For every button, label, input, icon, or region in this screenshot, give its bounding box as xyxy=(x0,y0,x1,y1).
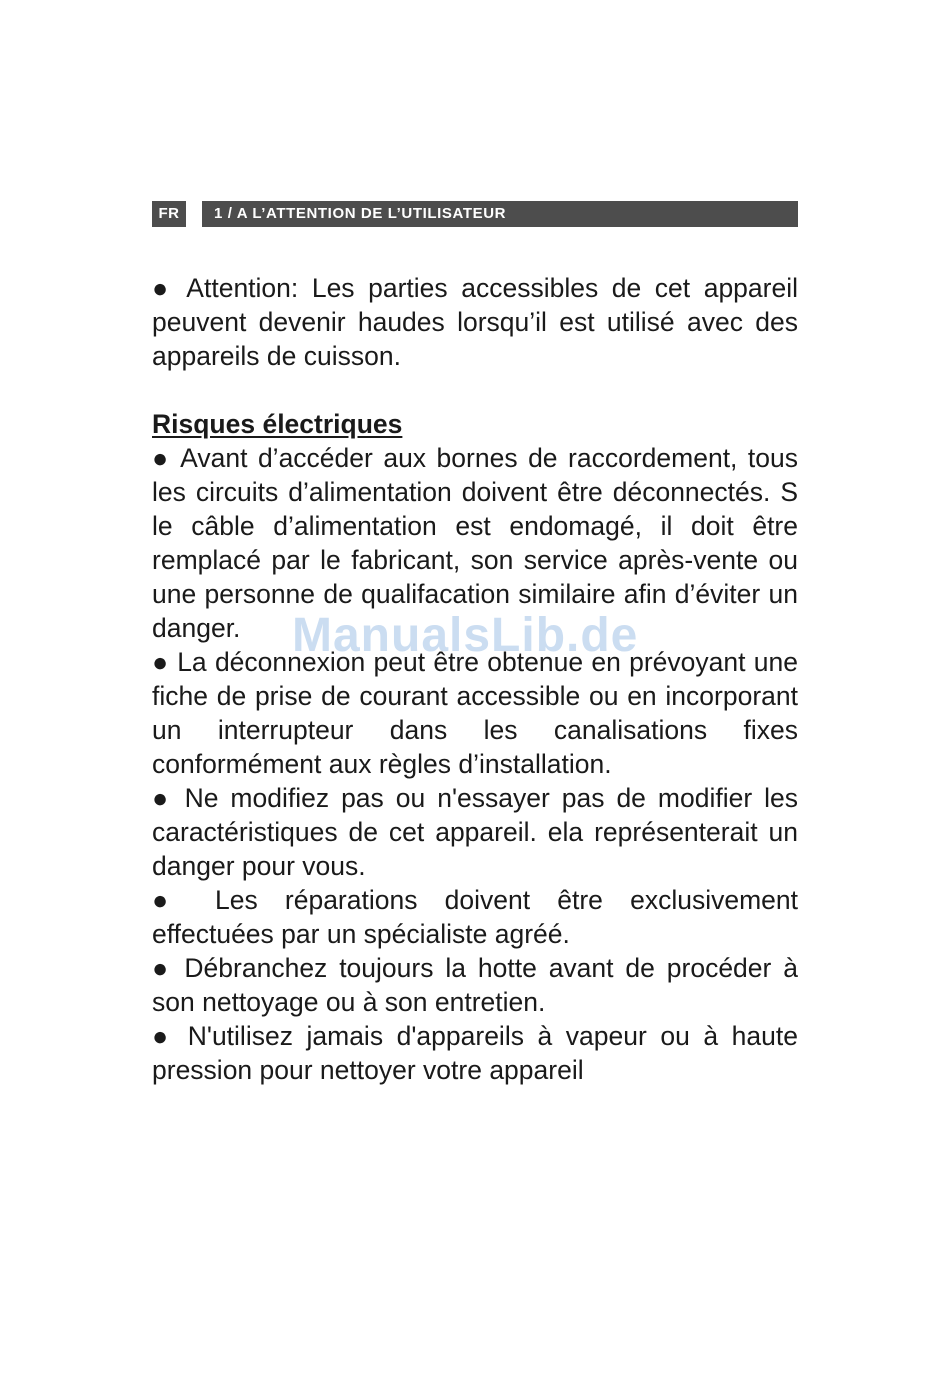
document-body xyxy=(152,271,798,1087)
intro-paragraph: ● Attention: Les parties accessibles de cet appareil peuvent devenir haudes lorsqu’il est utilisé avec des appareils de cuisson. xyxy=(152,273,798,371)
page-header xyxy=(152,201,798,227)
bullet-item-3: ● Ne modifiez pas ou n'essayer pas de modifier les caractéristiques de cet appareil. ela représenterait un danger pour vous. xyxy=(152,783,798,881)
section-title: 1 / A L’ATTENTION DE L’UTILISATEUR xyxy=(202,201,798,227)
section-heading: Risques électriques xyxy=(152,409,403,439)
bullet-item-5: ● Débranchez toujours la hotte avant de procéder à son nettoyage ou à son entretien. xyxy=(152,953,798,1017)
paragraph-spacer xyxy=(152,373,798,407)
bullet-item-4: ● Les réparations doivent être exclusivement effectuées par un spécialiste agréé. xyxy=(152,885,798,949)
bullet-item-1: ● Avant d’accéder aux bornes de raccordement, tous les circuits d’alimentation doivent être déconnectés. S le câble d’alimentation est endomagé, il doit être remplacé par le fabricant, son service après-vente ou une personne de qualifacation similaire afin d’éviter un danger. xyxy=(152,443,798,643)
bullet-item-2: ● La déconnexion peut être obtenue en prévoyant une fiche de prise de courant accessible ou en incorporant un interrupteur dans les canalisations fixes conformément aux règles d’installation. xyxy=(152,647,798,779)
language-badge: FR xyxy=(152,201,186,227)
watermark-logo: ManualsLib.de xyxy=(292,609,639,662)
bullet-item-6: ● N'utilisez jamais d'appareils à vapeur ou à haute pression pour nettoyer votre appareil xyxy=(152,1021,798,1085)
